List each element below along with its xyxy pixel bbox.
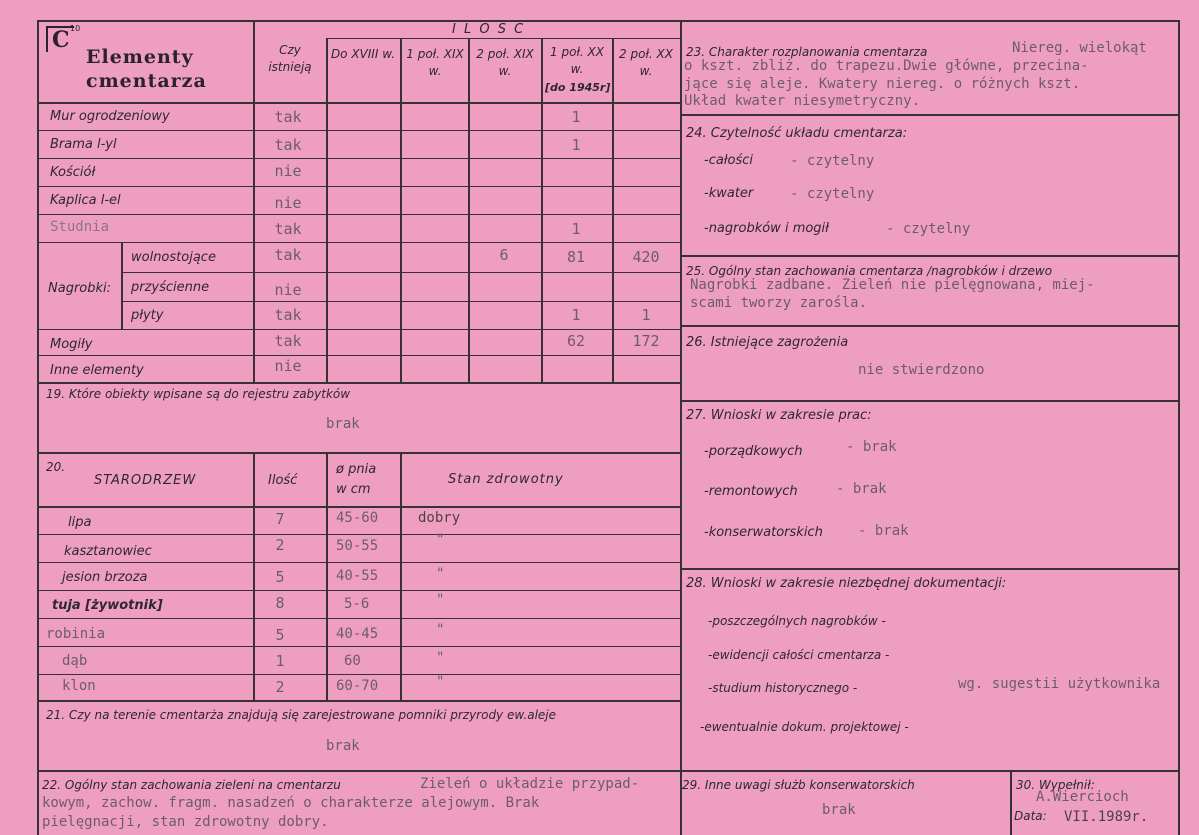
s22-line1: Zieleń o układzie przypad- [420,776,640,792]
tree-dia: 60-70 [336,678,379,694]
s20-col-stan: Stan zdrowotny [448,472,564,487]
tree-dia: 50-55 [336,538,379,554]
tree-state: " [436,592,445,608]
qty-cell: 172 [632,332,660,350]
tree-name: dąb [62,653,88,669]
s27-label: 27. Wnioski w zakresie prac: [686,408,872,423]
s24-c-value: - czytelny [886,221,971,237]
tree-name: jesion brzoza [62,570,148,585]
s24-b-value: - czytelny [790,186,875,202]
s30-date: VII.1989r. [1064,809,1149,825]
s28-label: 28. Wnioski w zakresie niezbędnej dokumentacji: [686,576,1007,591]
tree-qty: 5 [275,626,285,644]
exists-cell: nie [274,162,302,180]
s22-line2: kowym, zachow. fragm. nasadzeń o charakterze alejowym. Brak [42,795,540,811]
exists-cell: tak [274,306,302,324]
col-1pol20-note: [do 1945r] [545,81,611,94]
tree-state: " [436,532,445,548]
tree-dia: 5-6 [344,596,370,612]
s30-label: 30. Wypełnił: [1016,778,1095,792]
s28-d: -ewentualnie dokum. projektowej - [700,720,909,734]
s30-name: A.Wiercioch [1036,789,1129,805]
s25-label: 25. Ogólny stan zachowania cmentarza /nagrobków i drzewo [686,264,1053,278]
tree-dia: 40-45 [336,626,379,642]
tree-state: " [436,674,445,690]
s23-line3: jące się aleje. Kwatery niereg. o różnych kszt. [684,76,1081,92]
col-czy-header: Czy istnieją [268,43,312,74]
row-label: Kościół [50,165,96,180]
tree-qty: 5 [275,568,285,586]
s20-col-fi2: w cm [336,482,371,497]
exists-cell: nie [274,357,302,375]
col-divider-4 [541,38,543,383]
col-divider-3 [468,38,470,383]
row-label: Mur ogrodzeniowy [50,109,170,124]
col-2pol19-header: 2 poł. XIX w. [476,47,534,78]
s23-line1: Niereg. wielokąt [1012,40,1147,56]
s27-c-value: - brak [858,523,909,539]
row-label: Brama l-yl [50,137,117,152]
s28-c-value: wg. sugestii użytkownika [958,676,1161,692]
qty-cell: 6 [499,246,509,264]
tree-qty: 8 [275,594,285,612]
row-label: Kaplica l-el [50,193,121,208]
ilosc-underline [326,38,680,39]
s20-num: 20. [46,460,66,474]
tree-dia: 45-60 [336,510,379,526]
col-1pol19-header: 1 poł. XIX w. [406,47,464,78]
tree-qty: 2 [275,536,285,554]
exists-cell: tak [274,246,302,264]
col-1pol20-header: 1 poł. XX w. [550,45,604,76]
tree-name: klon [62,678,96,694]
s29-value: brak [822,802,856,818]
qty-cell: 1 [571,306,581,324]
s20-col-starodrzew: STARODRZEW [94,473,197,488]
s23-line4: Układ kwater niesymetryczny. [684,93,921,109]
row-label: Inne elementy [50,363,144,378]
qty-cell: 1 [571,108,581,126]
row-label: płyty [131,308,164,323]
col-divider-1 [326,38,328,383]
s28-c-label: -studium historycznego - [708,681,858,695]
s24-label: 24. Czytelność układu cmentarza: [686,126,908,141]
col-divider-5 [612,38,614,383]
left-border [37,20,39,835]
nagrobki-divider [121,243,123,330]
top-border [37,20,1180,22]
s23-line2: o kszt. zbliż. do trapezu.Dwie główne, przecina- [684,58,1089,74]
exists-cell: nie [274,194,302,212]
ilosc-header: I L O S C [452,22,526,37]
title-line2: cmentarza [86,70,207,92]
tree-state: dobry [418,510,461,526]
s28-a: -poszczególnych nagrobków - [708,614,886,628]
tree-name: robinia [46,626,106,642]
right-border [1178,20,1180,835]
s27-b-label: -remontowych [704,484,798,499]
tree-dia: 40-55 [336,568,379,584]
s20-col-fi: ø pnia [336,462,377,477]
row-label: przyścienne [131,280,210,295]
s24-a-label: -całości [704,153,754,168]
card-code: C [46,26,74,52]
qty-cell: 81 [566,248,586,266]
s27-c-label: -konserwatorskich [704,525,823,540]
exists-cell: tak [274,136,302,154]
qty-cell: 62 [566,332,586,350]
s19-label: 19. Które obiekty wpisane są do rejestru zabytków [46,387,351,401]
s22-line3: pielęgnacji, stan zdrowotny dobry. [42,814,329,830]
tree-dia: 60 [344,653,361,669]
exists-cell: nie [274,281,302,299]
col-2pol20-header: 2 poł. XX w. [619,47,673,78]
s26-label: 26. Istniejące zagrożenia [686,335,849,350]
s27-a-label: -porządkowych [704,444,803,459]
row-label: Mogiły [50,337,93,352]
s25-line2: scami tworzy zarośla. [690,295,868,311]
s23-label: 23. Charakter rozplanowania cmentarza [686,45,928,59]
tree-qty: 7 [275,510,285,528]
nagrobki-label: Nagrobki: [48,281,112,296]
s24-a-value: - czytelny [790,153,875,169]
row-label: wolnostojące [131,250,216,265]
card-code-sup: 10 [70,24,81,33]
tree-state: " [436,566,445,582]
tree-name: kasztanowiec [64,544,152,559]
exists-cell: tak [274,332,302,350]
qty-cell: 1 [641,306,651,324]
qty-cell: 420 [632,248,660,266]
tree-qty: 1 [275,652,285,670]
s21-label: 21. Czy na terenie cmentarża znajdują się zarejestrowane pomniki przyrody ew.aleje [46,708,557,722]
s28-b: -ewidencji całości cmentarza - [708,648,890,662]
center-divider [680,20,682,835]
qty-cell: 1 [571,136,581,154]
tree-name: lipa [68,515,92,530]
s20-col-ilosc: Ilość [268,473,298,488]
tree-qty: 2 [275,678,285,696]
row-label: Studnia [50,219,110,235]
s21-value: brak [326,738,360,754]
qty-cell: 1 [571,220,581,238]
s25-line1: Nagrobki zadbane. Zieleń nie pielęgnowana, miej- [690,277,1095,293]
tree-state: " [436,650,445,666]
col-divider-2 [400,38,402,383]
s30-date-label: Data: [1014,809,1047,823]
exists-cell: tak [274,220,302,238]
s26-value: nie stwierdzono [858,362,985,378]
title-line1: Elementy [86,46,194,68]
s19-value: brak [326,416,360,432]
exists-cell: tak [274,108,302,126]
s27-b-value: - brak [836,481,887,497]
s29-label: 29. Inne uwagi służb konserwatorskich [682,778,915,792]
s24-c-label: -nagrobków i mogił [704,221,829,236]
s27-a-value: - brak [846,439,897,455]
s22-label: 22. Ogólny stan zachowania zieleni na cmentarzu [42,778,341,792]
col-do18-header: Do XVIII w. [330,47,396,61]
tree-name: tuja [żywotnik] [52,598,163,613]
s24-b-label: -kwater [704,186,754,201]
tree-state: " [436,622,445,638]
